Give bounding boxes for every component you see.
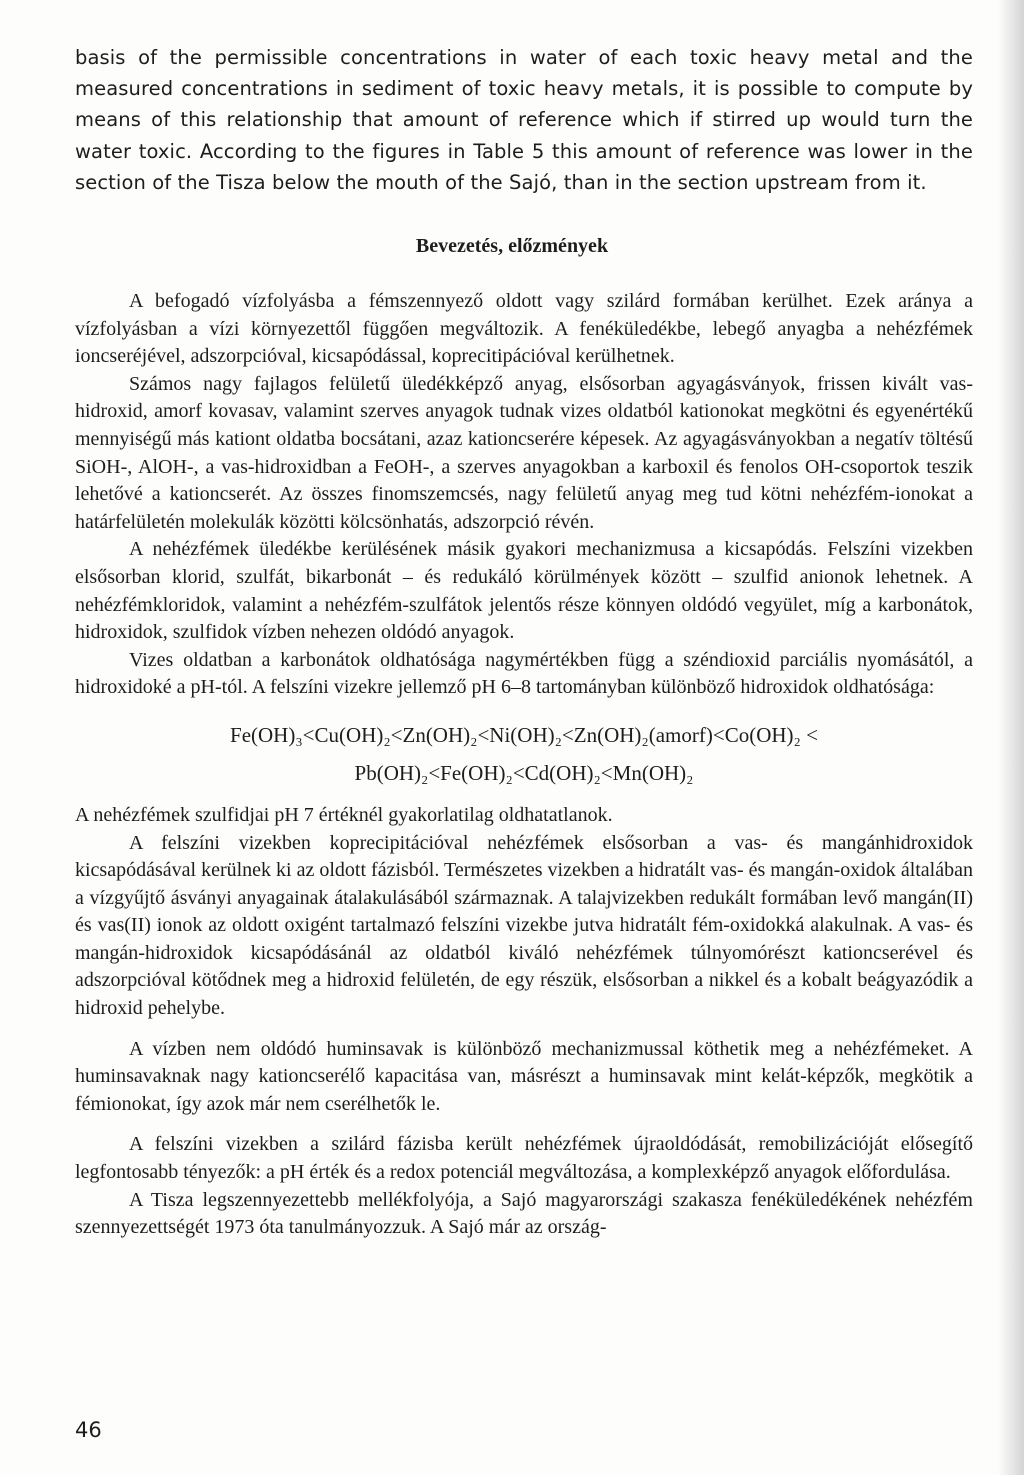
page-edge-shadow (998, 0, 1024, 1475)
paragraph: Vizes oldatban a karbonátok oldhatósága nagymértékben függ a széndioxid parciális nyomásától, a hidroxidoké a pH-tól. A felszíni vizekre jellemző pH 6–8 tartományban különböző hidroxidok oldhatósága: (75, 648, 973, 699)
section-heading: Bevezetés, előzmények (415, 235, 609, 257)
paragraph: A nehézfémek üledékbe kerülésének másik gyakori mechanizmusa a kicsapódás. Felszíni vizekben elsősorban klorid, szulfát, bikarbonát – és redukáló körülmények között – szulfid anionok lehetnek. A nehézfémkloridok, valamint a nehézfém-szulfátok jelentős része könnyen oldódó vegyület, míg a karbonátok, hidroxidok, szulfidok vízben nehezen oldódó anyagok. (75, 538, 973, 644)
body-text (75, 288, 973, 1242)
formula-line-1: Fe(OH)₃<Cu(OH)₂<Zn(OH)₂<Ni(OH)₂<Zn(OH)₂(amorf)<Co(OH)₂ < (230, 722, 818, 747)
paragraph: A befogadó vízfolyásba a fémszennyező oldott vagy szilárd formában kerülhet. Ezek aránya a vízfolyásban a vízi környezettől függően megváltozik. A fenéküledékbe, lebegő anyagba a nehézfémek ioncseréjével, adszorpcióval, kicsapódással, koprecitipációval kerülhetnek. (75, 290, 973, 368)
paragraph: A vízben nem oldódó huminsavak is különböző mechanizmussal köthetik meg a nehézfémeket. A huminsavaknak nagy kationcserélő kapacitása van, másrészt a huminsavak mint kelát-képzők, megkötik a fémionokat, így azok már nem cserélhetők le. (75, 1037, 973, 1115)
paragraph: A Tisza legszennyezettebb mellékfolyója, a Sajó magyarországi szakasza fenéküledékének nehézfém szennyezettségét 1973 óta tanulmányozzuk. A Sajó már az ország- (75, 1188, 973, 1239)
formula-line-2: Pb(OH)₂<Fe(OH)₂<Cd(OH)₂<Mn(OH)₂ (354, 760, 694, 785)
english-summary-paragraph: basis of the permissible concentrations in water of each toxic heavy metal and the measured concentrations in sediment of toxic heavy metals, it is possible to compute by means of this relationship that amount of reference which if stirred up would turn the water toxic. According to the figures in Table 5 this amount of reference was lower in the section of the Tisza below the mouth of the Sajó, than in the section upstream from it. (75, 46, 973, 194)
paragraph: Számos nagy fajlagos felületű üledékképző anyag, elsősorban agyagásványok, frissen kivált vas-hidroxid, amorf kovasav, valamint szerves anyagok tudnak vizes oldatból kationokat megkötni és egyenértékű mennyiségű más kationt oldatba bocsátani, azaz kationcserére képesek. Az agyagásványokban a negatív töltésű SiOH-, AlOH-, a vas-hidroxidban a FeOH-, a szerves anyagokban a karboxil és fenolos OH-csoportok teszik lehetővé a kationcserét. Az összes finomszemcsés, nagy felületű anyag meg tud kötni nehézfém-ionokat a határfelületén molekulák közötti kölcsönhatás, adszorpció révén. (75, 372, 973, 533)
solubility-formula (75, 716, 973, 792)
paragraph: A felszíni vizekben a szilárd fázisba került nehézfémek újraoldódását, remobilizációját elősegítő legfontosabb tényezők: a pH érték és a redox potenciál megváltozása, a komplexképző anyagok előfordulása. (75, 1133, 973, 1184)
paragraph: A nehézfémek szulfidjai pH 7 értéknél gyakorlatilag oldhatatlanok. (75, 803, 613, 826)
page-number: 46 (75, 1418, 102, 1442)
paragraph: A felszíni vizekben koprecipitációval nehézfémek elsősorban a vas- és mangánhidroxidok kicsapódásával kerülnek ki az oldott fázisból. Természetes vizekben a hidratált vas- és mangán-oxidok általában a vízgyűjtő ásványi anyagainak átalakulásából származnak. A talajvizekben redukált formában levő mangán(II) és vas(II) ionok az oldott oxigént tartalmazó felszíni vizekbe jutva hidratált fém-oxidokká alakulnak. A vas- és mangán-hidroxidok kicsapódásánál az oldatból kiváló nehézfémek túlnyomórészt kationcserével és adszorpcióval kötődnek meg a hidroxid felületén, de egy részük, elsősorban a nikkel és a kobalt beágyazódik a hidroxid pehelybe. (75, 831, 973, 1020)
